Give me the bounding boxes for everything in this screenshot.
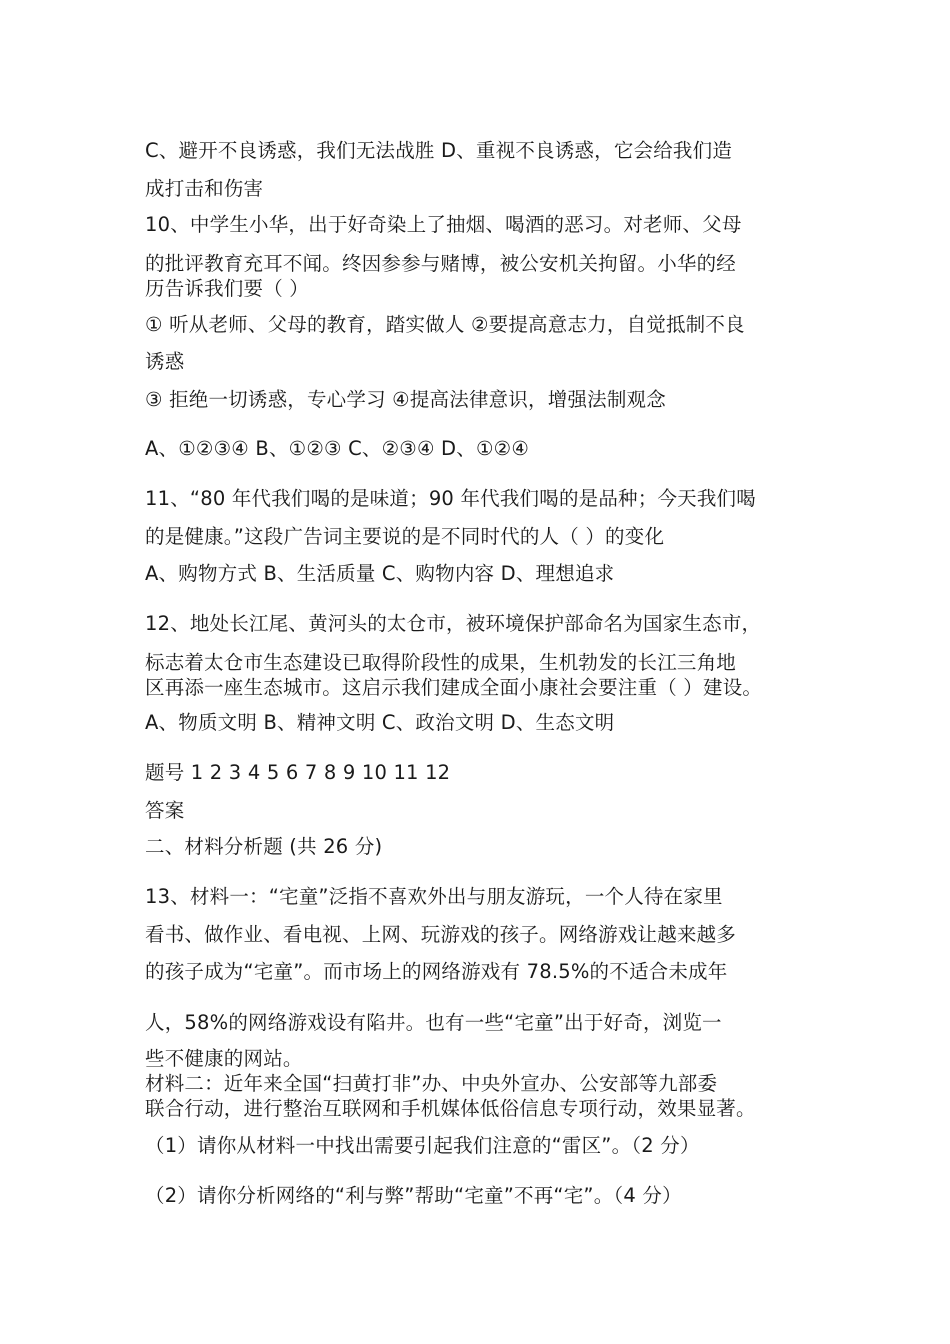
answer-options: A、物质文明 B、精神文明 C、政治文明 D、生态文明 [145, 711, 615, 734]
text-line: 些不健康的网站。 [145, 1047, 303, 1070]
sub-question-1: （1）请你从材料一中找出需要引起我们注意的“雷区”。（2 分） [145, 1134, 700, 1157]
text-line: 联合行动，进行整治互联网和手机媒体低俗信息专项行动，效果显著。 [145, 1097, 756, 1120]
question-10-text: 10、中学生小华，出于好奇染上了抽烟、喝酒的恶习。对老师、父母 [145, 213, 742, 236]
question-11-text: 11、“80 年代我们喝的是味道；90 年代我们喝的是品种；今天我们喝 [145, 487, 756, 510]
question-13-text: 13、材料一：“宅童”泛指不喜欢外出与朋友游玩，一个人待在家里 [145, 885, 723, 908]
text-line: 区再添一座生态城市。这启示我们建成全面小康社会要注重（ ）建设。 [145, 676, 763, 699]
text-line: 诱惑 [145, 350, 185, 373]
text-line: 成打击和伤害 [145, 177, 264, 200]
text-line: 看书、做作业、看电视、上网、玩游戏的孩子。网络游戏让越来越多 [145, 923, 737, 946]
material-two-text: 材料二：近年来全国“扫黄打非”办、中央外宣办、公安部等九部委 [145, 1072, 718, 1095]
question-12-text: 12、地处长江尾、黄河头的太仓市，被环境保护部命名为国家生态市， [145, 612, 762, 635]
text-line: ① 听从老师、父母的教育，踏实做人 ②要提高意志力，自觉抵制不良 [145, 313, 745, 336]
text-line: 的是健康。”这段广告词主要说的是不同时代的人（ ）的变化 [145, 525, 665, 548]
text-line: 的孩子成为“宅童”。而市场上的网络游戏有 78.5%的不适合未成年 [145, 960, 728, 983]
answer-row: 答案 [145, 799, 185, 822]
text-line: 历告诉我们要（ ） [145, 277, 309, 300]
sub-question-2: （2）请你分析网络的“利与弊”帮助“宅童”不再“宅”。（4 分） [145, 1184, 682, 1207]
section-heading: 二、材料分析题 (共 26 分) [145, 835, 383, 858]
text-line: C、避开不良诱惑，我们无法战胜 D、重视不良诱惑，它会给我们造 [145, 139, 733, 162]
text-line: 人，58%的网络游戏设有陷井。也有一些“宅童”出于好奇，浏览一 [145, 1011, 722, 1034]
answer-options: A、购物方式 B、生活质量 C、购物内容 D、理想追求 [145, 562, 615, 585]
answer-options: A、①②③④ B、①②③ C、②③④ D、①②④ [145, 437, 530, 460]
text-line: 的批评教育充耳不闻。终因参参与赌博，被公安机关拘留。小华的经 [145, 252, 737, 275]
text-line: ③ 拒绝一切诱惑，专心学习 ④提高法律意识，增强法制观念 [145, 388, 666, 411]
text-line: 标志着太仓市生态建设已取得阶段性的成果，生机勃发的长江三角地 [145, 651, 737, 674]
question-number-row: 题号 1 2 3 4 5 6 7 8 9 10 11 12 [145, 761, 451, 784]
